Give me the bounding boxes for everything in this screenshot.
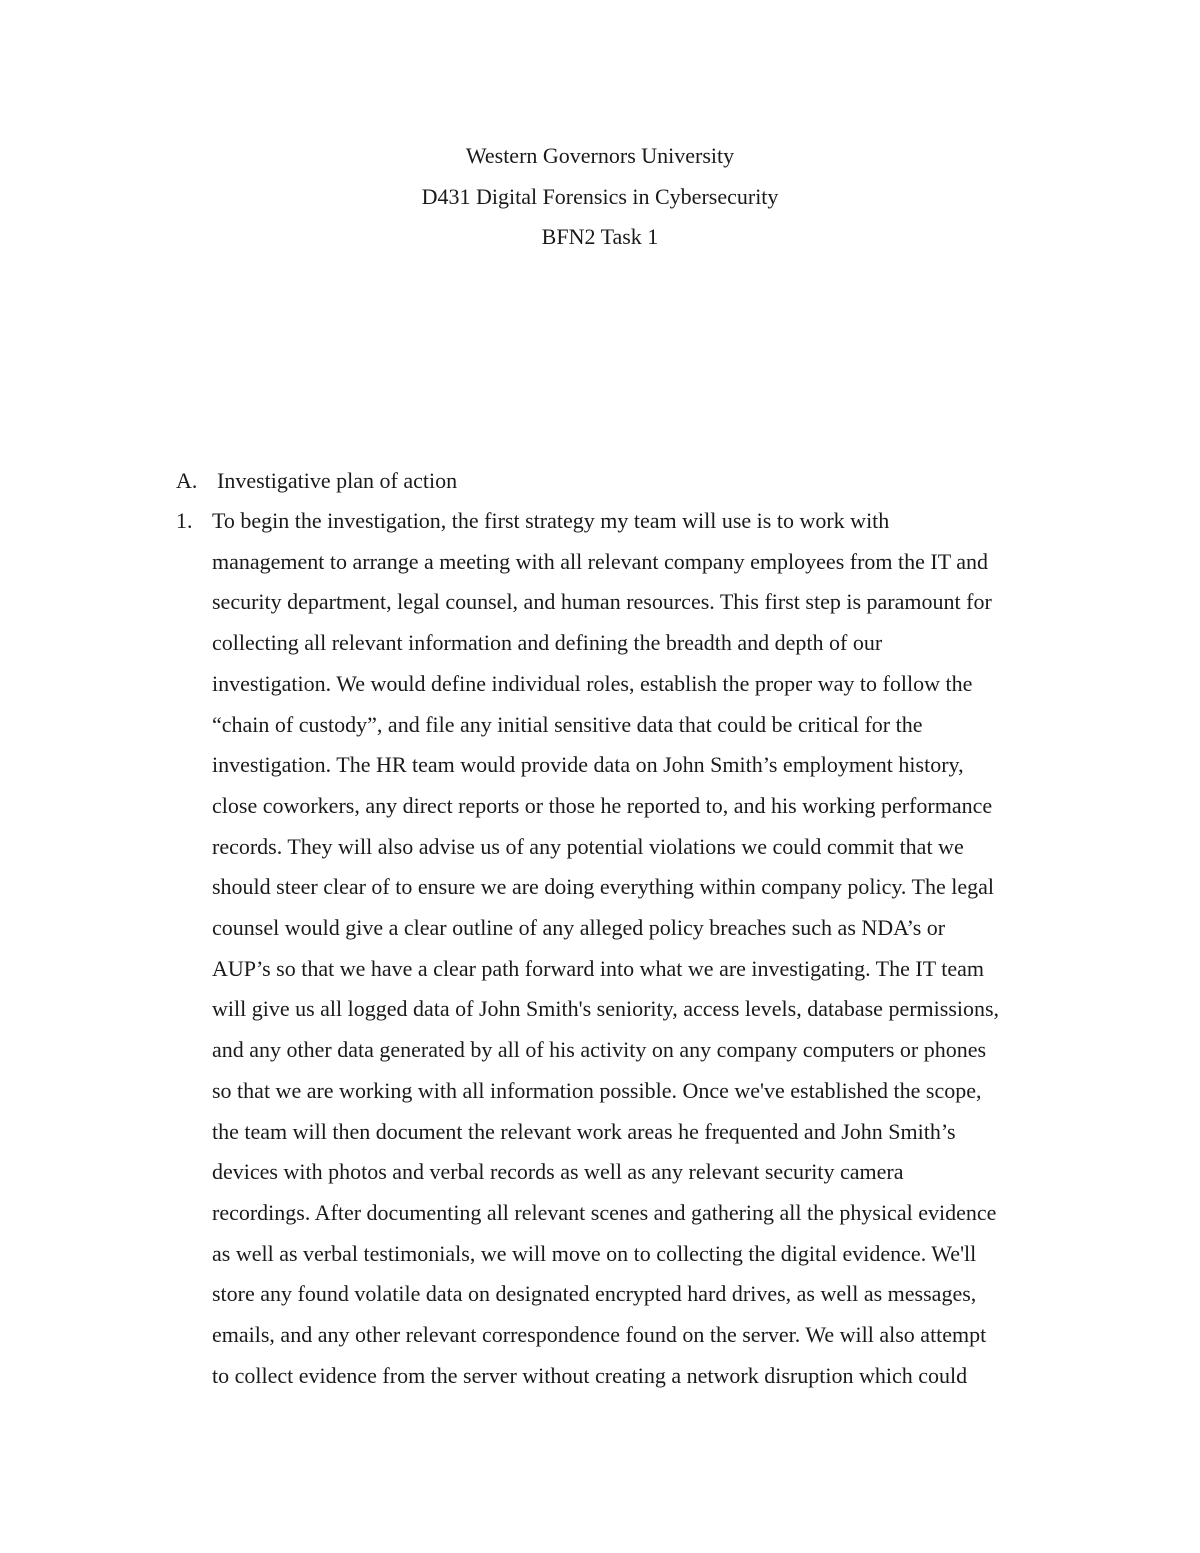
body-line: recordings. After documenting all relevant scenes and gathering all the physical evidence [212, 1199, 997, 1225]
section-heading [176, 461, 457, 502]
section-letter: A. [176, 468, 198, 493]
institution-name: Western Governors University [465, 143, 735, 168]
list-item-body [212, 501, 1082, 1396]
body-line: should steer clear of to ensure we are doing everything within company policy. The legal [212, 874, 994, 900]
body-line: and any other data generated by all of his activity on any company computers or phones [212, 1037, 987, 1063]
body-line: records. They will also advise us of any potential violations we could commit that we [212, 833, 964, 859]
list-item-number: 1. [176, 508, 193, 533]
body-line: security department, legal counsel, and human resources. This first step is paramount for [212, 589, 992, 615]
body-line: counsel would give a clear outline of any alleged policy breaches such as NDA’s or [212, 915, 946, 941]
course-title: D431 Digital Forensics in Cybersecurity [421, 183, 779, 209]
title-block [0, 136, 1200, 258]
body-line: close coworkers, any direct reports or those he reported to, and his working performance [212, 792, 993, 818]
section-title: Investigative plan of action [217, 468, 458, 493]
body-line: emails, and any other relevant correspondence found on the server. We will also attempt [212, 1322, 987, 1348]
body-line: investigation. The HR team would provide data on John Smith’s employment history, [212, 752, 964, 778]
body-line: AUP’s so that we have a clear path forward into what we are investigating. The IT team [212, 955, 984, 981]
body-line: To begin the investigation, the first strategy my team will use is to work with [212, 508, 890, 533]
body-line: the team will then document the relevant work areas he frequented and John Smith’s [212, 1118, 956, 1144]
body-line: devices with photos and verbal records as well as any relevant security camera [212, 1159, 904, 1185]
body-line: will give us all logged data of John Smith's seniority, access levels, database permissions, [212, 996, 1000, 1022]
body-line: collecting all relevant information and defining the breadth and depth of our [212, 630, 883, 656]
body-line: investigation. We would define individual roles, establish the proper way to follow the [212, 670, 973, 696]
body-line: store any found volatile data on designated encrypted hard drives, as well as messages, [212, 1281, 977, 1307]
body-line: “chain of custody”, and file any initial sensitive data that could be critical for the [212, 711, 923, 737]
body-line: so that we are working with all information possible. Once we've established the scope, [212, 1077, 982, 1103]
body-line: management to arrange a meeting with all relevant company employees from the IT and [212, 548, 989, 574]
body-line: to collect evidence from the server without creating a network disruption which could [212, 1362, 968, 1388]
task-title: BFN2 Task 1 [541, 224, 659, 250]
body-line: as well as verbal testimonials, we will move on to collecting the digital evidence. We'll [212, 1240, 977, 1266]
